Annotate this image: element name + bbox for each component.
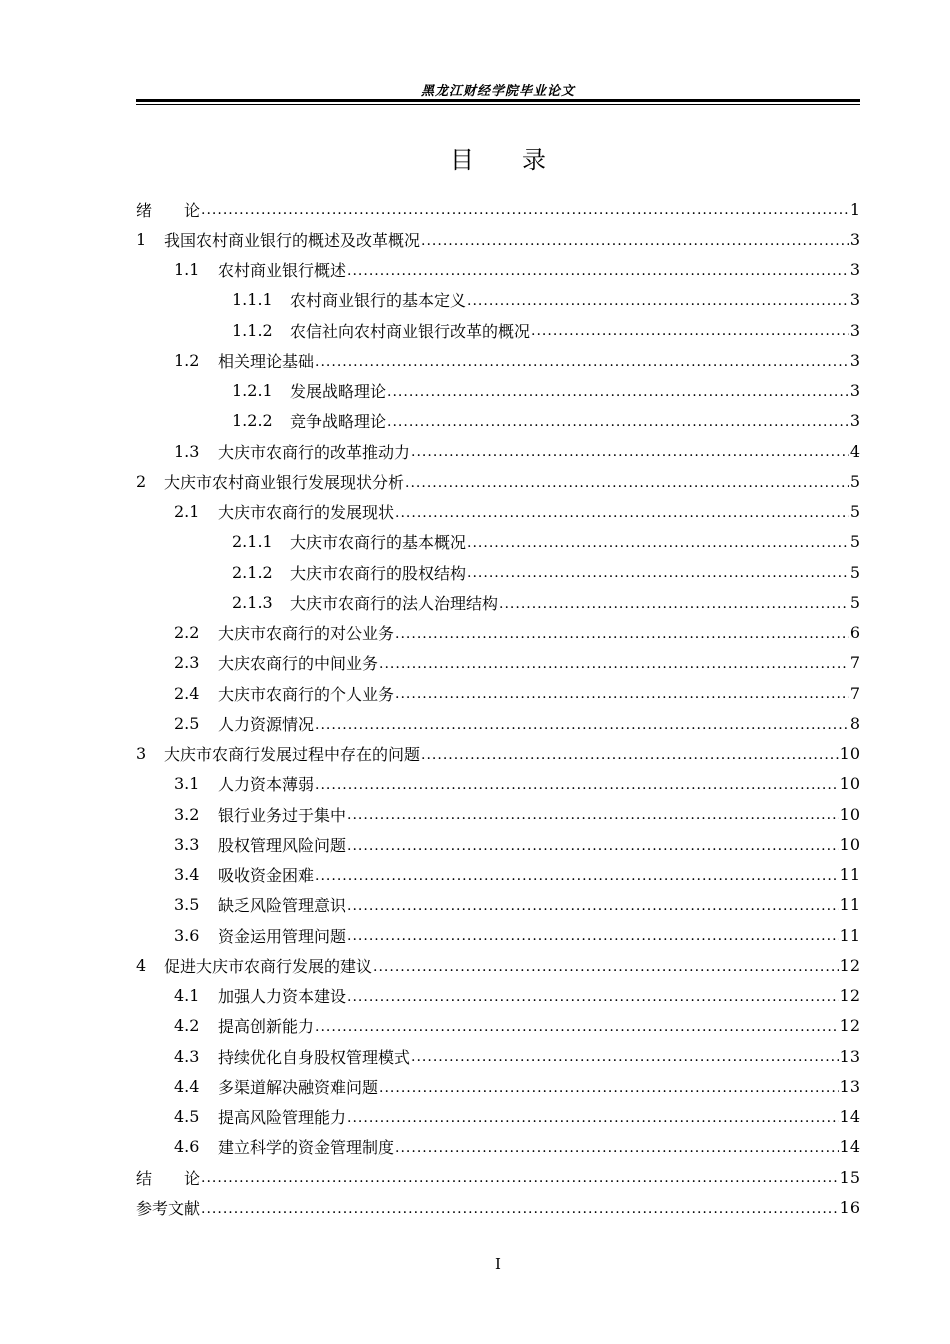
toc-entry-label: 多渠道解决融资难问题 bbox=[218, 1077, 379, 1097]
toc-entry[interactable] bbox=[136, 799, 860, 829]
toc-entry[interactable] bbox=[136, 708, 860, 738]
toc-entry-number: 3.3 bbox=[174, 834, 200, 854]
toc-entry-label: 建立科学的资金管理制度 bbox=[218, 1138, 395, 1158]
toc-entry[interactable] bbox=[136, 345, 860, 375]
toc-entry-label: 大庆市农商行的改革推动力 bbox=[218, 442, 411, 462]
toc-dot-leader bbox=[467, 536, 849, 557]
toc-entry-number: 2.1.2 bbox=[232, 562, 273, 582]
toc-entry[interactable] bbox=[136, 497, 860, 527]
toc-entry-number: 4.2 bbox=[174, 1016, 200, 1036]
toc-dot-leader bbox=[531, 324, 849, 345]
toc-dot-leader bbox=[201, 1171, 839, 1192]
toc-entry-label: 大庆市农村商业银行发展现状分析 bbox=[164, 472, 405, 492]
toc-entry-page: 4 bbox=[849, 441, 860, 461]
toc-dot-leader bbox=[201, 203, 849, 224]
toc-entry[interactable] bbox=[136, 769, 860, 799]
toc-entry-label: 提高风险管理能力 bbox=[218, 1108, 347, 1128]
toc-entry-page: 8 bbox=[849, 713, 860, 733]
toc-entry[interactable] bbox=[136, 466, 860, 496]
toc-entry-page: 10 bbox=[839, 834, 860, 854]
toc-entry-number: 4.4 bbox=[174, 1076, 200, 1096]
toc-entry[interactable] bbox=[136, 1071, 860, 1101]
toc-entry-label: 大庆市农商行的法人治理结构 bbox=[290, 593, 499, 613]
toc-entry-page: 11 bbox=[839, 925, 860, 945]
toc-entry-label: 股权管理风险问题 bbox=[218, 835, 347, 855]
toc-entry-label: 持续优化自身股权管理模式 bbox=[218, 1047, 411, 1067]
document-header: 黑龙江财经学院毕业论文 bbox=[420, 84, 575, 99]
toc-dot-leader bbox=[411, 1050, 839, 1071]
toc-entry-page: 3 bbox=[849, 290, 860, 310]
toc-entry-number: 3.4 bbox=[174, 865, 200, 885]
toc-entry[interactable] bbox=[136, 1041, 860, 1071]
toc-entry-number: 1.1.1 bbox=[232, 290, 273, 310]
toc-entry-page: 3 bbox=[849, 350, 860, 370]
toc-entry-label: 大庆市农商行发展过程中存在的问题 bbox=[164, 745, 421, 765]
toc-dot-leader bbox=[379, 1081, 839, 1102]
toc-dot-leader bbox=[347, 1111, 839, 1132]
toc-entry[interactable] bbox=[136, 648, 860, 678]
toc-entry-page: 3 bbox=[849, 381, 860, 401]
toc-entry[interactable] bbox=[136, 829, 860, 859]
toc-entry[interactable] bbox=[136, 557, 860, 587]
toc-entry-label: 农信社向农村商业银行改革的概况 bbox=[290, 321, 531, 341]
toc-entry-label: 农村商业银行的基本定义 bbox=[290, 291, 467, 311]
toc-entry-page: 10 bbox=[839, 774, 860, 794]
toc-entry[interactable] bbox=[136, 1132, 860, 1162]
toc-entry[interactable] bbox=[136, 1102, 860, 1132]
toc-entry-number: 1.2 bbox=[174, 350, 200, 370]
toc-dot-leader bbox=[387, 415, 849, 436]
toc-dot-leader bbox=[315, 869, 839, 890]
toc-entry[interactable] bbox=[136, 1011, 860, 1041]
toc-entry-page: 5 bbox=[849, 532, 860, 552]
toc-dot-leader bbox=[201, 1202, 839, 1223]
toc-entry-number: 3.1 bbox=[174, 774, 200, 794]
page-title: 目 录 bbox=[450, 146, 546, 174]
toc-entry-page: 5 bbox=[849, 562, 860, 582]
toc-entry-number: 3.5 bbox=[174, 895, 200, 915]
toc-dot-leader bbox=[373, 960, 839, 981]
toc-entry-page: 13 bbox=[839, 1076, 860, 1096]
toc-entry[interactable] bbox=[136, 739, 860, 769]
toc-entry-page: 14 bbox=[839, 1107, 860, 1127]
toc-entry-label: 参考文献 bbox=[136, 1198, 201, 1218]
toc-dot-leader bbox=[395, 1141, 839, 1162]
toc-entry[interactable] bbox=[136, 255, 860, 285]
toc-entry-page: 11 bbox=[839, 865, 860, 885]
toc-entry-number: 2.2 bbox=[174, 623, 200, 643]
toc-entry-page: 1 bbox=[849, 199, 860, 219]
toc-entry-page: 12 bbox=[839, 1016, 860, 1036]
toc-entry[interactable] bbox=[136, 860, 860, 890]
toc-entry-page: 7 bbox=[849, 683, 860, 703]
toc-entry[interactable] bbox=[136, 315, 860, 345]
toc-entry-label: 大庆市农商行的基本概况 bbox=[290, 533, 467, 553]
toc-entry-label: 农村商业银行概述 bbox=[218, 261, 347, 281]
toc-dot-leader bbox=[347, 990, 839, 1011]
toc-entry[interactable] bbox=[136, 678, 860, 708]
toc-entry-label: 促进大庆市农商行发展的建议 bbox=[164, 956, 373, 976]
toc-entry[interactable] bbox=[136, 950, 860, 980]
toc-entry[interactable] bbox=[136, 224, 860, 254]
toc-entry-number: 1.2.1 bbox=[232, 381, 273, 401]
toc-entry-page: 13 bbox=[839, 1046, 860, 1066]
header-rule-thick bbox=[136, 99, 860, 102]
toc-dot-leader bbox=[387, 385, 849, 406]
toc-dot-leader bbox=[405, 476, 849, 497]
toc-dot-leader bbox=[347, 839, 839, 860]
toc-entry-label: 绪 论 bbox=[136, 200, 201, 220]
toc-entry-label: 大庆市农商行的对公业务 bbox=[218, 624, 395, 644]
toc-entry-label: 竞争战略理论 bbox=[290, 412, 387, 432]
toc-entry[interactable] bbox=[136, 981, 860, 1011]
toc-entry[interactable] bbox=[136, 376, 860, 406]
toc-entry-number: 1.2.2 bbox=[232, 411, 273, 431]
toc-entry-label: 大庆市农商行的股权结构 bbox=[290, 563, 467, 583]
toc-entry[interactable] bbox=[136, 527, 860, 557]
toc-entry-label: 吸收资金困难 bbox=[218, 866, 315, 886]
toc-entry[interactable] bbox=[136, 406, 860, 436]
toc-entry-label: 资金运用管理问题 bbox=[218, 926, 347, 946]
toc-entry-number: 2.1 bbox=[174, 502, 200, 522]
toc-entry-number: 1.1.2 bbox=[232, 320, 273, 340]
toc-entry-page: 10 bbox=[839, 804, 860, 824]
toc-entry-page: 7 bbox=[849, 653, 860, 673]
toc-entry-page: 5 bbox=[849, 471, 860, 491]
toc-dot-leader bbox=[315, 355, 849, 376]
toc-entry[interactable] bbox=[136, 890, 860, 920]
toc-entry-number: 4.3 bbox=[174, 1046, 200, 1066]
toc-dot-leader bbox=[347, 264, 849, 285]
toc-dot-leader bbox=[421, 234, 849, 255]
toc-entry-page: 5 bbox=[849, 502, 860, 522]
toc-entry-page: 3 bbox=[849, 320, 860, 340]
toc-entry-page: 3 bbox=[849, 411, 860, 431]
toc-entry-label: 大庆农商行的中间业务 bbox=[218, 654, 379, 674]
toc-dot-leader bbox=[395, 627, 849, 648]
toc-dot-leader bbox=[499, 597, 849, 618]
toc-entry-label: 银行业务过于集中 bbox=[218, 805, 347, 825]
toc-entry-label: 提高创新能力 bbox=[218, 1017, 315, 1037]
toc-dot-leader bbox=[395, 506, 849, 527]
toc-entry-number: 2.5 bbox=[174, 713, 200, 733]
toc-entry-page: 12 bbox=[839, 955, 860, 975]
toc-entry-label: 人力资本薄弱 bbox=[218, 775, 315, 795]
toc-dot-leader bbox=[379, 657, 849, 678]
toc-dot-leader bbox=[467, 294, 849, 315]
toc-dot-leader bbox=[315, 718, 849, 739]
toc-entry-label: 结 论 bbox=[136, 1168, 201, 1188]
toc-entry-number: 3 bbox=[136, 744, 147, 764]
toc-entry-label: 人力资源情况 bbox=[218, 714, 315, 734]
toc-entry-page: 5 bbox=[849, 592, 860, 612]
toc-entry-number: 1.1 bbox=[174, 260, 200, 280]
toc-entry-number: 2.1.1 bbox=[232, 532, 273, 552]
toc-entry-number: 1.3 bbox=[174, 441, 200, 461]
toc-entry-page: 12 bbox=[839, 986, 860, 1006]
toc-entry-number: 2.1.3 bbox=[232, 592, 273, 612]
toc-entry-number: 4.6 bbox=[174, 1137, 200, 1157]
toc-entry-label: 大庆市农商行的发展现状 bbox=[218, 503, 395, 523]
page-number: I bbox=[495, 1255, 501, 1273]
toc-entry-page: 10 bbox=[839, 744, 860, 764]
toc-entry[interactable] bbox=[136, 920, 860, 950]
toc-entry-number: 2 bbox=[136, 471, 147, 491]
toc-entry-page: 11 bbox=[839, 895, 860, 915]
toc-entry[interactable] bbox=[136, 618, 860, 648]
toc-entry[interactable] bbox=[136, 285, 860, 315]
toc-entry-label: 相关理论基础 bbox=[218, 351, 315, 371]
toc-dot-leader bbox=[395, 687, 849, 708]
toc-entry-label: 缺乏风险管理意识 bbox=[218, 896, 347, 916]
toc-entry-number: 3.2 bbox=[174, 804, 200, 824]
toc-entry-page: 3 bbox=[849, 260, 860, 280]
toc-entry-number: 3.6 bbox=[174, 925, 200, 945]
toc-entry[interactable] bbox=[136, 436, 860, 466]
toc-dot-leader bbox=[347, 899, 839, 920]
toc-entry-label: 加强人力资本建设 bbox=[218, 987, 347, 1007]
toc-entry-page: 14 bbox=[839, 1137, 860, 1157]
toc-entry-page: 16 bbox=[839, 1197, 860, 1217]
toc-dot-leader bbox=[347, 808, 839, 829]
toc-entry[interactable] bbox=[136, 194, 860, 224]
toc-entry-number: 2.3 bbox=[174, 653, 200, 673]
toc-entry-number: 4 bbox=[136, 955, 147, 975]
toc-entry[interactable] bbox=[136, 587, 860, 617]
toc-entry-label: 大庆市农商行的个人业务 bbox=[218, 684, 395, 704]
table-of-contents bbox=[136, 194, 860, 1223]
toc-dot-leader bbox=[411, 445, 849, 466]
toc-entry-page: 6 bbox=[849, 623, 860, 643]
toc-entry[interactable] bbox=[136, 1162, 860, 1192]
toc-entry-number: 1 bbox=[136, 229, 147, 249]
toc-entry-label: 我国农村商业银行的概述及改革概况 bbox=[164, 230, 421, 250]
toc-entry-number: 4.5 bbox=[174, 1107, 200, 1127]
toc-dot-leader bbox=[315, 778, 839, 799]
toc-entry[interactable] bbox=[136, 1192, 860, 1222]
toc-dot-leader bbox=[467, 566, 849, 587]
toc-entry-label: 发展战略理论 bbox=[290, 382, 387, 402]
toc-dot-leader bbox=[347, 929, 839, 950]
toc-entry-page: 15 bbox=[839, 1167, 860, 1187]
toc-entry-page: 3 bbox=[849, 229, 860, 249]
toc-dot-leader bbox=[421, 748, 839, 769]
header-rule-thin bbox=[136, 104, 860, 105]
toc-dot-leader bbox=[315, 1020, 839, 1041]
toc-entry-number: 2.4 bbox=[174, 683, 200, 703]
toc-entry-number: 4.1 bbox=[174, 986, 200, 1006]
